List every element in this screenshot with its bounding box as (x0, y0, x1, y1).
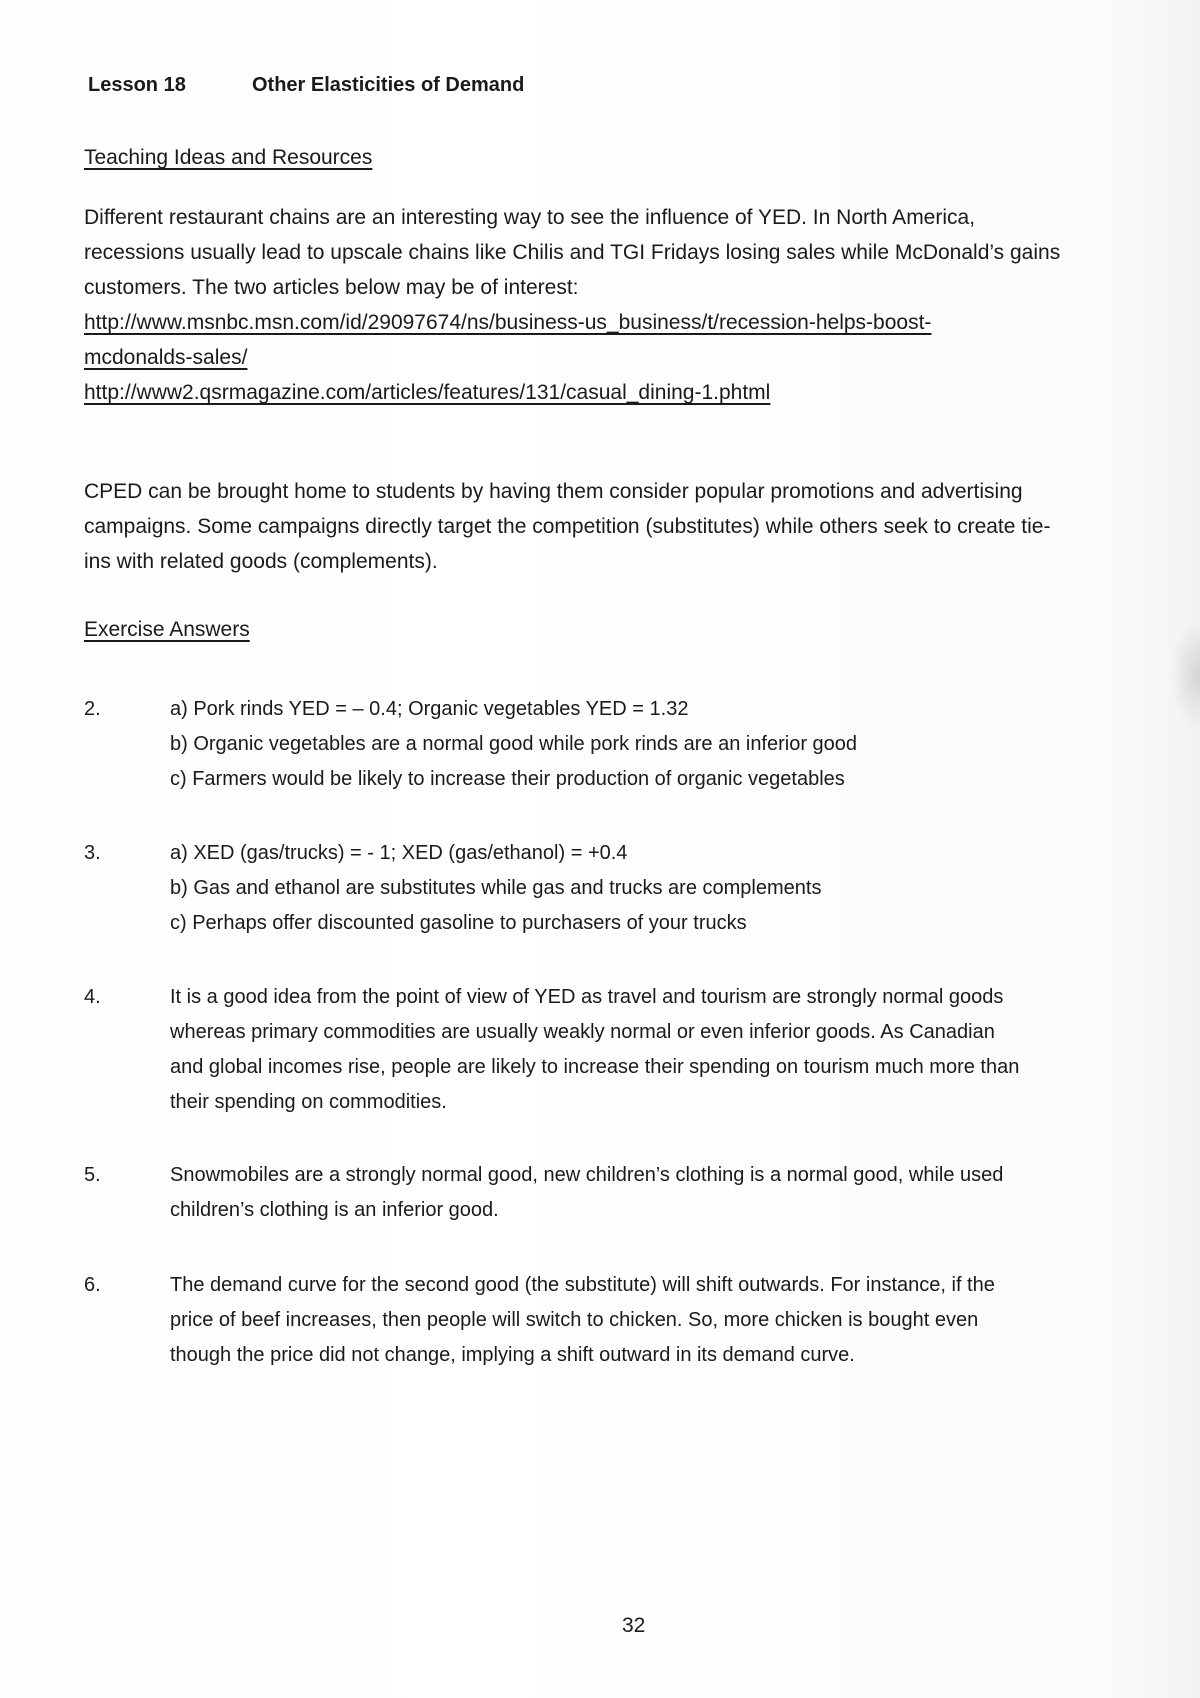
article-link-msnbc-continued[interactable]: mcdonalds-sales/ (84, 346, 248, 369)
text-line: Different restaurant chains are an interesting way to see the influence of YED. In North America, (84, 206, 976, 229)
page-edge-shadow (1170, 620, 1200, 730)
text-line: ins with related goods (complements). (84, 550, 438, 573)
article-link-qsrmagazine[interactable]: http://www2.qsrmagazine.com/articles/features/131/casual_dining-1.phtml (84, 381, 771, 404)
answer-line: children’s clothing is an inferior good. (170, 1199, 499, 1221)
answer-body (170, 980, 1170, 1120)
answer-line: price of beef increases, then people will switch to chicken. So, more chicken is bought even (170, 1309, 979, 1331)
lesson-title: Other Elasticities of Demand (252, 74, 525, 96)
teaching-heading: Teaching Ideas and Resources (84, 146, 373, 169)
answer-line: though the price did not change, implying a shift outward in its demand curve. (170, 1344, 855, 1366)
teaching-paragraph-1 (84, 200, 1174, 410)
answer-number: 5. (84, 1164, 101, 1186)
exercise-answers-heading: Exercise Answers (84, 618, 250, 641)
answer-number: 2. (84, 698, 101, 720)
answer-line: whereas primary commodities are usually weakly normal or even inferior goods. As Canadian (170, 1021, 995, 1043)
lesson-number: Lesson 18 (88, 74, 186, 96)
text-line: recessions usually lead to upscale chains like Chilis and TGI Fridays losing sales while McDonald’s gains (84, 241, 1061, 264)
answer-line: b) Organic vegetables are a normal good while pork rinds are an inferior good (170, 733, 858, 755)
answer-line: a) Pork rinds YED = – 0.4; Organic vegetables YED = 1.32 (170, 698, 689, 720)
answer-line: c) Farmers would be likely to increase their production of organic vegetables (170, 768, 845, 790)
answer-line: their spending on commodities. (170, 1091, 447, 1113)
text-line: campaigns. Some campaigns directly target the competition (substitutes) while others seek to create tie- (84, 515, 1051, 538)
text-line: customers. The two articles below may be of interest: (84, 276, 579, 299)
answer-body (170, 692, 1170, 797)
page-number: 32 (622, 1614, 646, 1637)
answer-number: 4. (84, 986, 101, 1008)
teaching-paragraph-2 (84, 474, 1174, 579)
article-link-msnbc[interactable]: http://www.msnbc.msn.com/id/29097674/ns/business-us_business/t/recession-helps-boost- (84, 311, 932, 334)
answer-body (170, 1268, 1170, 1373)
answer-line: The demand curve for the second good (the substitute) will shift outwards. For instance, if the (170, 1274, 995, 1296)
answer-line: Snowmobiles are a strongly normal good, new children’s clothing is a normal good, while used (170, 1164, 1004, 1186)
answer-line: c) Perhaps offer discounted gasoline to purchasers of your trucks (170, 912, 747, 934)
answer-body (170, 836, 1170, 941)
lesson-header (88, 74, 524, 97)
text-line: CPED can be brought home to students by having them consider popular promotions and advertising (84, 480, 1023, 503)
answer-line: a) XED (gas/trucks) = - 1; XED (gas/ethanol) = +0.4 (170, 842, 628, 864)
answer-number: 6. (84, 1274, 101, 1296)
answer-line: b) Gas and ethanol are substitutes while gas and trucks are complements (170, 877, 822, 899)
answer-line: and global incomes rise, people are likely to increase their spending on tourism much more than (170, 1056, 1020, 1078)
answer-body (170, 1158, 1170, 1228)
answer-line: It is a good idea from the point of view of YED as travel and tourism are strongly normal goods (170, 986, 1004, 1008)
answer-number: 3. (84, 842, 101, 864)
